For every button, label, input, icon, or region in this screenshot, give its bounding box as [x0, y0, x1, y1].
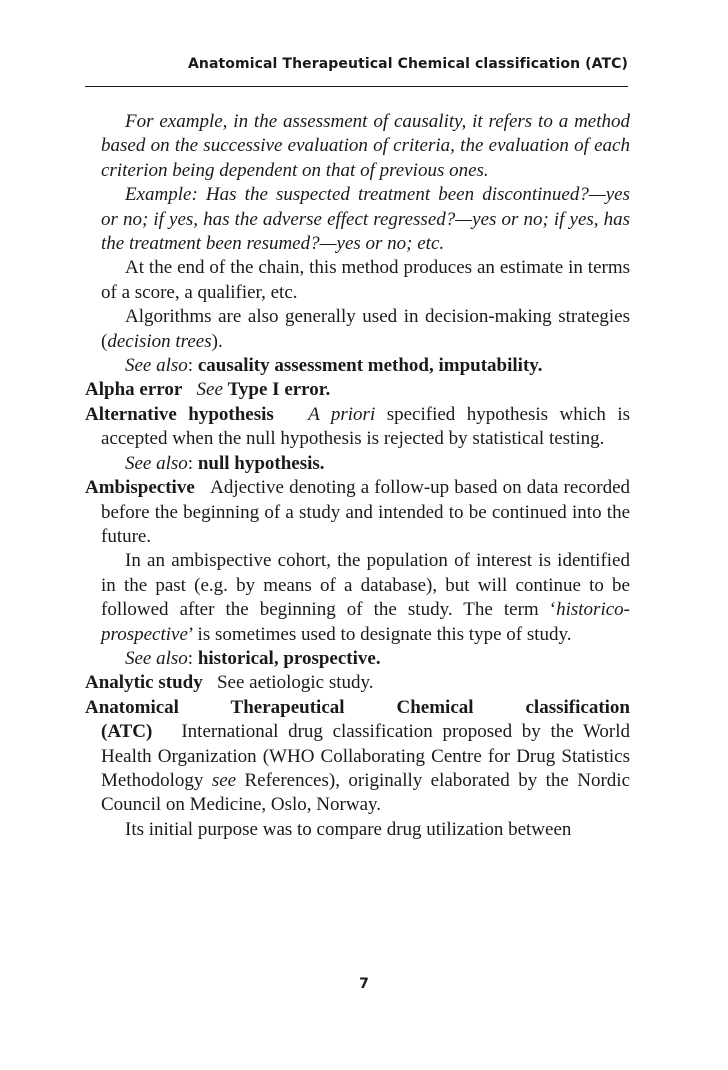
entry-term: Ambispective	[85, 477, 195, 499]
entry-term: Alternative hypothesis	[85, 403, 274, 425]
entry-term: Analytic study	[85, 672, 203, 694]
paragraph-ambispective-cohort: In an ambispective cohort, the population of interest is identified in the past (e.g. by means of a database), but will continue to be followed after the beginning of the study. The term ‘historico-prospective’ is sometimes used to designate this type of study.	[101, 550, 630, 645]
page-body	[85, 110, 630, 842]
paragraph-atc-purpose: Its initial purpose was to compare drug utilization between	[125, 818, 572, 840]
cross-reference: historical, prospective.	[197, 647, 381, 669]
entry-term: Alpha error	[85, 379, 183, 401]
term-historico-prospective: historico-prospective	[101, 599, 630, 645]
see-also-alternative: See also: null hypothesis.	[125, 452, 325, 474]
entry-term: Anatomical Therapeutical Chemical classification (ATC)	[85, 696, 630, 743]
term-decision-trees: decision trees	[107, 330, 212, 352]
entry-alternative-hypothesis: Alternative hypothesis A priori specified hypothesis which is accepted when the null hypothesis is rejected by statistical testing.	[85, 403, 631, 450]
see-also-algorithm: See also: causality assessment method, imputability.	[125, 355, 543, 377]
cross-reference: Type I error.	[227, 379, 331, 401]
paragraph-causality-example: For example, in the assessment of causality, it refers to a method based on the successive evaluation of criteria, the evaluation of each criterion being dependent on that of previous ones.	[101, 111, 630, 181]
paragraph-algorithms: Algorithms are also generally used in decision-making strategies (decision trees).	[101, 306, 630, 352]
cross-reference: causality assessment method, imputability.	[197, 355, 543, 377]
paragraph-chain-result: At the end of the chain, this method produces an estimate in terms of a score, a qualifier, etc.	[101, 257, 630, 303]
paragraph-example-questions: Example: Has the suspected treatment been discontinued?—yes or no; if yes, has the adverse effect regressed?—yes or no; if yes, has the treatment been resumed?—yes or no; etc.	[101, 184, 630, 255]
cross-reference: null hypothesis.	[197, 452, 325, 474]
entry-analytic-study: Analytic study See aetiologic study.	[85, 672, 374, 694]
running-header: Anatomical Therapeutical Chemical classification (ATC)	[187, 56, 628, 72]
entry-alpha-error: Alpha error See Type I error.	[85, 379, 331, 401]
see-also-ambispective: See also: historical, prospective.	[125, 647, 381, 669]
header-rule	[85, 86, 628, 87]
entry-atc: Anatomical Therapeutical Chemical classification (ATC) International drug classification proposed by the World Health Organization (WHO Collaborating Centre for Drug Statistics Methodology see References), originally elaborated by the Nordic Council on Medicine, Oslo, Norway.	[85, 696, 630, 816]
entry-ambispective: Ambispective Adjective denoting a follow-up based on data recorded before the beginning of a study and intended to be continued into the future.	[85, 477, 631, 547]
page-number: 7	[359, 976, 369, 992]
